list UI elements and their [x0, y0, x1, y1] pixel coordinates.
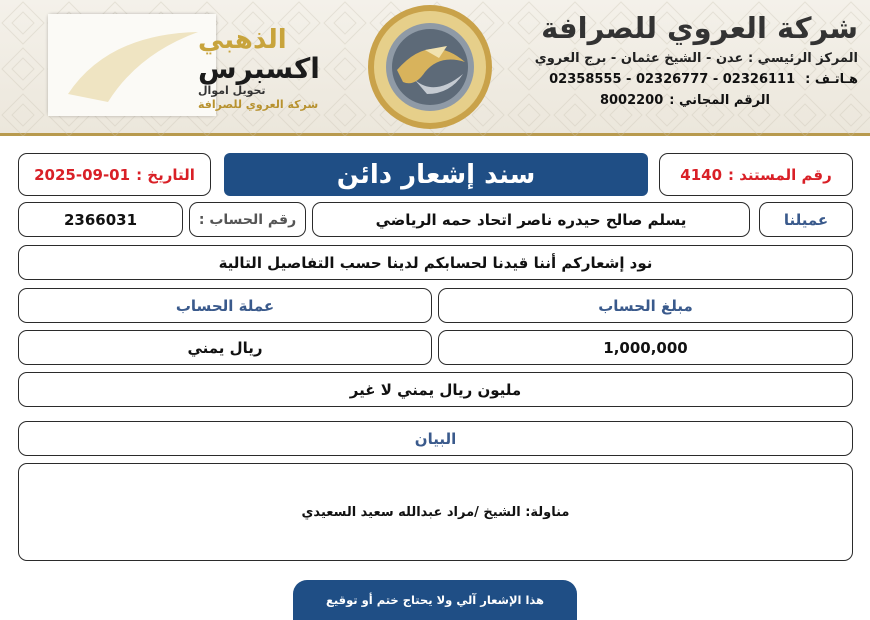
phone-label: هـاتـف : — [805, 72, 858, 87]
document-number-label: رقم المستند : — [728, 165, 832, 184]
document-title: سند إشعار دائن — [224, 153, 648, 196]
company-info — [528, 8, 858, 111]
letterhead — [0, 0, 870, 136]
brand-sub2: شركة العروي للصرافة — [198, 98, 319, 111]
date-value: 2025-09-01 — [34, 165, 131, 184]
account-label: رقم الحساب : — [189, 202, 306, 237]
client-label: عميلنا — [759, 202, 853, 237]
brand-sub1: تحويل اموال — [198, 84, 266, 97]
statement-header: البيان — [18, 421, 853, 456]
tollfree-row — [528, 90, 858, 111]
amount-header: مبلغ الحساب — [438, 288, 853, 323]
amount-value: 1,000,000 — [438, 330, 853, 365]
statement-body: مناولة: الشيخ /مراد عبدالله سعيد السعيدي — [18, 463, 853, 561]
client-name: يسلم صالح حيدره ناصر اتحاد حمه الرياضي — [312, 202, 750, 237]
amount-in-words: مليون ريال يمني لا غير — [18, 372, 853, 407]
brand-logo-icon — [48, 14, 320, 116]
tollfree-number: 8002200 — [599, 93, 664, 108]
company-seal-icon — [355, 2, 505, 132]
brand-logo — [48, 14, 320, 116]
currency-header: عملة الحساب — [18, 288, 432, 323]
brand-top: الذهبي — [198, 25, 287, 55]
document-number-value: 4140 — [680, 165, 723, 184]
footer-note: هذا الإشعار آلي ولا يحتاج ختم أو توقيع — [293, 580, 577, 620]
document-number-box — [659, 153, 853, 196]
brand-mid: اكسبرس — [198, 52, 320, 85]
phone-row — [528, 69, 858, 90]
date-box — [18, 153, 211, 196]
phone-numbers: 02358555 - 02326777 - 02326111 — [549, 72, 796, 87]
tollfree-label: الرقم المجاني : — [669, 93, 770, 108]
company-address: المركز الرئيسي : عدن - الشيخ عثمان - برج العروي — [534, 51, 858, 66]
currency-value: ريال يمني — [18, 330, 432, 365]
company-name: شركة العروي للصرافة — [541, 11, 858, 45]
notice-text: نود إشعاركم أننا قيدنا لحسابكم لدينا حسب التفاصيل التالية — [18, 245, 853, 280]
account-value: 2366031 — [18, 202, 183, 237]
date-label: التاريخ : — [136, 165, 195, 184]
